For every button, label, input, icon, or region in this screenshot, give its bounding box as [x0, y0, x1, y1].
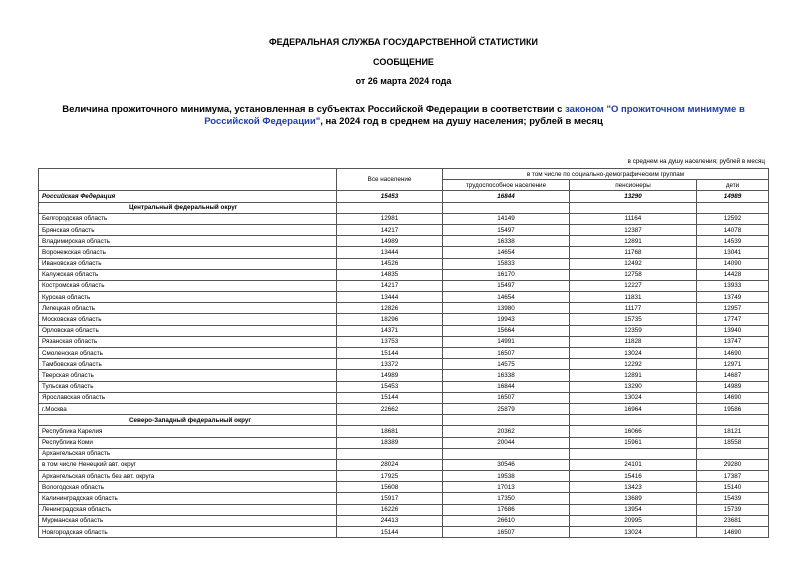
table-row	[39, 370, 769, 381]
cell-working: 20362	[443, 426, 570, 437]
table-row	[39, 280, 769, 291]
cell-all: 12981	[337, 213, 443, 224]
title-text-start: Величина прожиточного минимума, установленная в субъектах Российской Федерации в соответствии с	[62, 104, 566, 115]
cell-all: 13753	[337, 336, 443, 347]
row-name: Российская Федерация	[39, 191, 337, 202]
cell-working: 15497	[443, 224, 570, 235]
cell-pensioners: 12492	[570, 258, 697, 269]
cell-pensioners: 12359	[570, 325, 697, 336]
cell-pensioners: 16964	[570, 403, 697, 414]
cell-working	[443, 448, 570, 459]
cell-all: 13444	[337, 247, 443, 258]
subsistence-minimum-table	[38, 168, 769, 538]
cell-pensioners: 15961	[570, 437, 697, 448]
row-name: Вологодская область	[39, 482, 337, 493]
cell-all	[337, 448, 443, 459]
cell-working: 16507	[443, 348, 570, 359]
row-name: Орловская область	[39, 325, 337, 336]
table-row	[39, 448, 769, 459]
cell-children: 14687	[697, 370, 769, 381]
table-row	[39, 303, 769, 314]
cell-pensioners: 12387	[570, 224, 697, 235]
table-body	[39, 191, 769, 538]
row-name: Ленинградская область	[39, 504, 337, 515]
cell-working: 30546	[443, 459, 570, 470]
table-row	[39, 258, 769, 269]
cell-all: 15917	[337, 493, 443, 504]
cell-all: 14217	[337, 280, 443, 291]
cell-all: 12826	[337, 303, 443, 314]
table-row	[39, 459, 769, 470]
cell-all: 18389	[337, 437, 443, 448]
cell-children: 13749	[697, 292, 769, 303]
row-name: Тульская область	[39, 381, 337, 392]
cell-children: 13933	[697, 280, 769, 291]
cell-children: 17747	[697, 314, 769, 325]
units-note: в среднем на душу населения; рублей в месяц	[627, 158, 765, 165]
section-row	[39, 202, 769, 213]
document-date: от 26 марта 2024 года	[355, 76, 452, 86]
row-name: Смоленская область	[39, 348, 337, 359]
cell-working: 16338	[443, 370, 570, 381]
cell-pensioners: 11177	[570, 303, 697, 314]
row-name: г.Москва	[39, 403, 337, 414]
cell-pensioners: 13689	[570, 493, 697, 504]
cell-all: 24413	[337, 515, 443, 526]
row-name: Брянская область	[39, 224, 337, 235]
cell-working: 17686	[443, 504, 570, 515]
table-row-total	[39, 191, 769, 202]
cell-all: 18681	[337, 426, 443, 437]
cell-working: 15497	[443, 280, 570, 291]
section-empty-cell	[697, 202, 769, 213]
cell-children: 12957	[697, 303, 769, 314]
section-empty-cell	[697, 415, 769, 426]
section-empty-cell	[337, 415, 443, 426]
cell-pensioners: 13290	[570, 191, 697, 202]
cell-children: 13747	[697, 336, 769, 347]
cell-children: 29280	[697, 459, 769, 470]
cell-pensioners: 13423	[570, 482, 697, 493]
cell-children: 14690	[697, 348, 769, 359]
cell-pensioners: 12891	[570, 236, 697, 247]
header-region	[39, 169, 337, 191]
cell-pensioners: 12891	[570, 370, 697, 381]
cell-children: 12971	[697, 359, 769, 370]
cell-working: 16844	[443, 381, 570, 392]
cell-working: 15833	[443, 258, 570, 269]
header-children: дети	[697, 180, 769, 191]
cell-all: 15453	[337, 191, 443, 202]
cell-all: 17925	[337, 471, 443, 482]
cell-children: 14428	[697, 269, 769, 280]
cell-pensioners: 11828	[570, 336, 697, 347]
table-row	[39, 426, 769, 437]
cell-pensioners: 16066	[570, 426, 697, 437]
section-empty-cell	[443, 415, 570, 426]
row-name: Московская область	[39, 314, 337, 325]
cell-working: 25879	[443, 403, 570, 414]
section-empty-cell	[443, 202, 570, 213]
row-name: Рязанская область	[39, 336, 337, 347]
row-name: Воронежская область	[39, 247, 337, 258]
cell-children: 18121	[697, 426, 769, 437]
table-row	[39, 493, 769, 504]
row-name: Белгородская область	[39, 213, 337, 224]
cell-working: 14991	[443, 336, 570, 347]
section-title: Северо-Западный федеральный округ	[39, 415, 337, 426]
cell-pensioners: 11164	[570, 213, 697, 224]
row-name: Архангельская область без авт. округа	[39, 471, 337, 482]
cell-pensioners: 12227	[570, 280, 697, 291]
row-name: Курская область	[39, 292, 337, 303]
row-name: Ивановская область	[39, 258, 337, 269]
row-name: в том числе Ненецкий авт. округ	[39, 459, 337, 470]
agency-name: ФЕДЕРАЛЬНАЯ СЛУЖБА ГОСУДАРСТВЕННОЙ СТАТИСТИКИ	[269, 37, 538, 47]
cell-working: 16170	[443, 269, 570, 280]
table-row	[39, 236, 769, 247]
cell-pensioners: 13024	[570, 348, 697, 359]
table-row	[39, 314, 769, 325]
row-name: Республика Карелия	[39, 426, 337, 437]
table-row	[39, 269, 769, 280]
cell-children: 18558	[697, 437, 769, 448]
header-pensioners: пенсионеры	[570, 180, 697, 191]
cell-working: 16844	[443, 191, 570, 202]
row-name: Новгородская область	[39, 527, 337, 538]
cell-all: 13444	[337, 292, 443, 303]
document-type: СООБЩЕНИЕ	[373, 57, 434, 67]
table-row	[39, 325, 769, 336]
cell-pensioners: 13954	[570, 504, 697, 515]
table-row	[39, 359, 769, 370]
cell-children: 13940	[697, 325, 769, 336]
table-row	[39, 403, 769, 414]
cell-working: 19538	[443, 471, 570, 482]
table-row	[39, 292, 769, 303]
cell-all: 14217	[337, 224, 443, 235]
row-name: Костромская область	[39, 280, 337, 291]
cell-children: 15140	[697, 482, 769, 493]
section-empty-cell	[570, 202, 697, 213]
cell-all: 16226	[337, 504, 443, 515]
cell-children: 14090	[697, 258, 769, 269]
title-text-end: , на 2024 год в среднем на душу населения; рублей в месяц	[320, 116, 603, 127]
row-name: Владимирская область	[39, 236, 337, 247]
cell-working: 20044	[443, 437, 570, 448]
cell-working: 26610	[443, 515, 570, 526]
table-row	[39, 381, 769, 392]
document-title	[50, 104, 757, 128]
header-working-age: трудоспособное население	[443, 180, 570, 191]
cell-all: 14371	[337, 325, 443, 336]
table-row	[39, 471, 769, 482]
cell-pensioners: 11768	[570, 247, 697, 258]
table-row	[39, 515, 769, 526]
cell-all: 14526	[337, 258, 443, 269]
cell-all: 15144	[337, 392, 443, 403]
law-link[interactable]: законом "О прожиточном минимуме в Российской Федерации"	[204, 104, 745, 127]
table-row	[39, 504, 769, 515]
cell-children: 15739	[697, 504, 769, 515]
table-row	[39, 213, 769, 224]
row-name: Архангельская область	[39, 448, 337, 459]
cell-children: 17387	[697, 471, 769, 482]
row-name: Мурманская область	[39, 515, 337, 526]
cell-pensioners: 20995	[570, 515, 697, 526]
cell-pensioners: 15735	[570, 314, 697, 325]
table-row	[39, 437, 769, 448]
cell-working: 17013	[443, 482, 570, 493]
cell-working: 14149	[443, 213, 570, 224]
row-name: Тамбовская область	[39, 359, 337, 370]
cell-children: 13041	[697, 247, 769, 258]
table-row	[39, 224, 769, 235]
cell-children: 23681	[697, 515, 769, 526]
cell-pensioners: 11831	[570, 292, 697, 303]
cell-all: 14835	[337, 269, 443, 280]
cell-pensioners: 15416	[570, 471, 697, 482]
row-name: Республика Коми	[39, 437, 337, 448]
cell-children: 14690	[697, 527, 769, 538]
cell-all: 18296	[337, 314, 443, 325]
cell-working: 16507	[443, 392, 570, 403]
cell-working: 15664	[443, 325, 570, 336]
cell-working: 14654	[443, 247, 570, 258]
cell-pensioners: 12758	[570, 269, 697, 280]
cell-children: 14989	[697, 191, 769, 202]
cell-all: 28024	[337, 459, 443, 470]
row-name: Липецкая область	[39, 303, 337, 314]
cell-all: 14989	[337, 370, 443, 381]
cell-children: 14690	[697, 392, 769, 403]
table-row	[39, 348, 769, 359]
cell-children: 14989	[697, 381, 769, 392]
cell-all: 15144	[337, 527, 443, 538]
cell-children: 19586	[697, 403, 769, 414]
cell-working: 13980	[443, 303, 570, 314]
cell-all: 13372	[337, 359, 443, 370]
table-row	[39, 527, 769, 538]
cell-pensioners: 12292	[570, 359, 697, 370]
cell-children: 14539	[697, 236, 769, 247]
cell-pensioners: 13024	[570, 392, 697, 403]
cell-pensioners: 13024	[570, 527, 697, 538]
cell-working: 16507	[443, 527, 570, 538]
header-all-population: Все население	[337, 169, 443, 191]
table-row	[39, 482, 769, 493]
table-row	[39, 247, 769, 258]
section-row	[39, 415, 769, 426]
cell-all: 22662	[337, 403, 443, 414]
cell-children: 15439	[697, 493, 769, 504]
cell-children	[697, 448, 769, 459]
cell-working: 14575	[443, 359, 570, 370]
cell-all: 15608	[337, 482, 443, 493]
table-row	[39, 336, 769, 347]
cell-pensioners: 13290	[570, 381, 697, 392]
section-empty-cell	[570, 415, 697, 426]
table-row	[39, 392, 769, 403]
cell-working: 16338	[443, 236, 570, 247]
cell-working: 14654	[443, 292, 570, 303]
row-name: Калужская область	[39, 269, 337, 280]
cell-all: 14989	[337, 236, 443, 247]
section-empty-cell	[337, 202, 443, 213]
cell-children: 14078	[697, 224, 769, 235]
cell-pensioners	[570, 448, 697, 459]
cell-all: 15453	[337, 381, 443, 392]
cell-all: 15144	[337, 348, 443, 359]
row-name: Калининградская область	[39, 493, 337, 504]
section-title: Центральный федеральный округ	[39, 202, 337, 213]
cell-pensioners: 24101	[570, 459, 697, 470]
cell-working: 19943	[443, 314, 570, 325]
cell-working: 17350	[443, 493, 570, 504]
row-name: Ярославская область	[39, 392, 337, 403]
cell-children: 12592	[697, 213, 769, 224]
header-groups: в том числе по социально-демографическим группам	[443, 169, 769, 180]
row-name: Тверская область	[39, 370, 337, 381]
